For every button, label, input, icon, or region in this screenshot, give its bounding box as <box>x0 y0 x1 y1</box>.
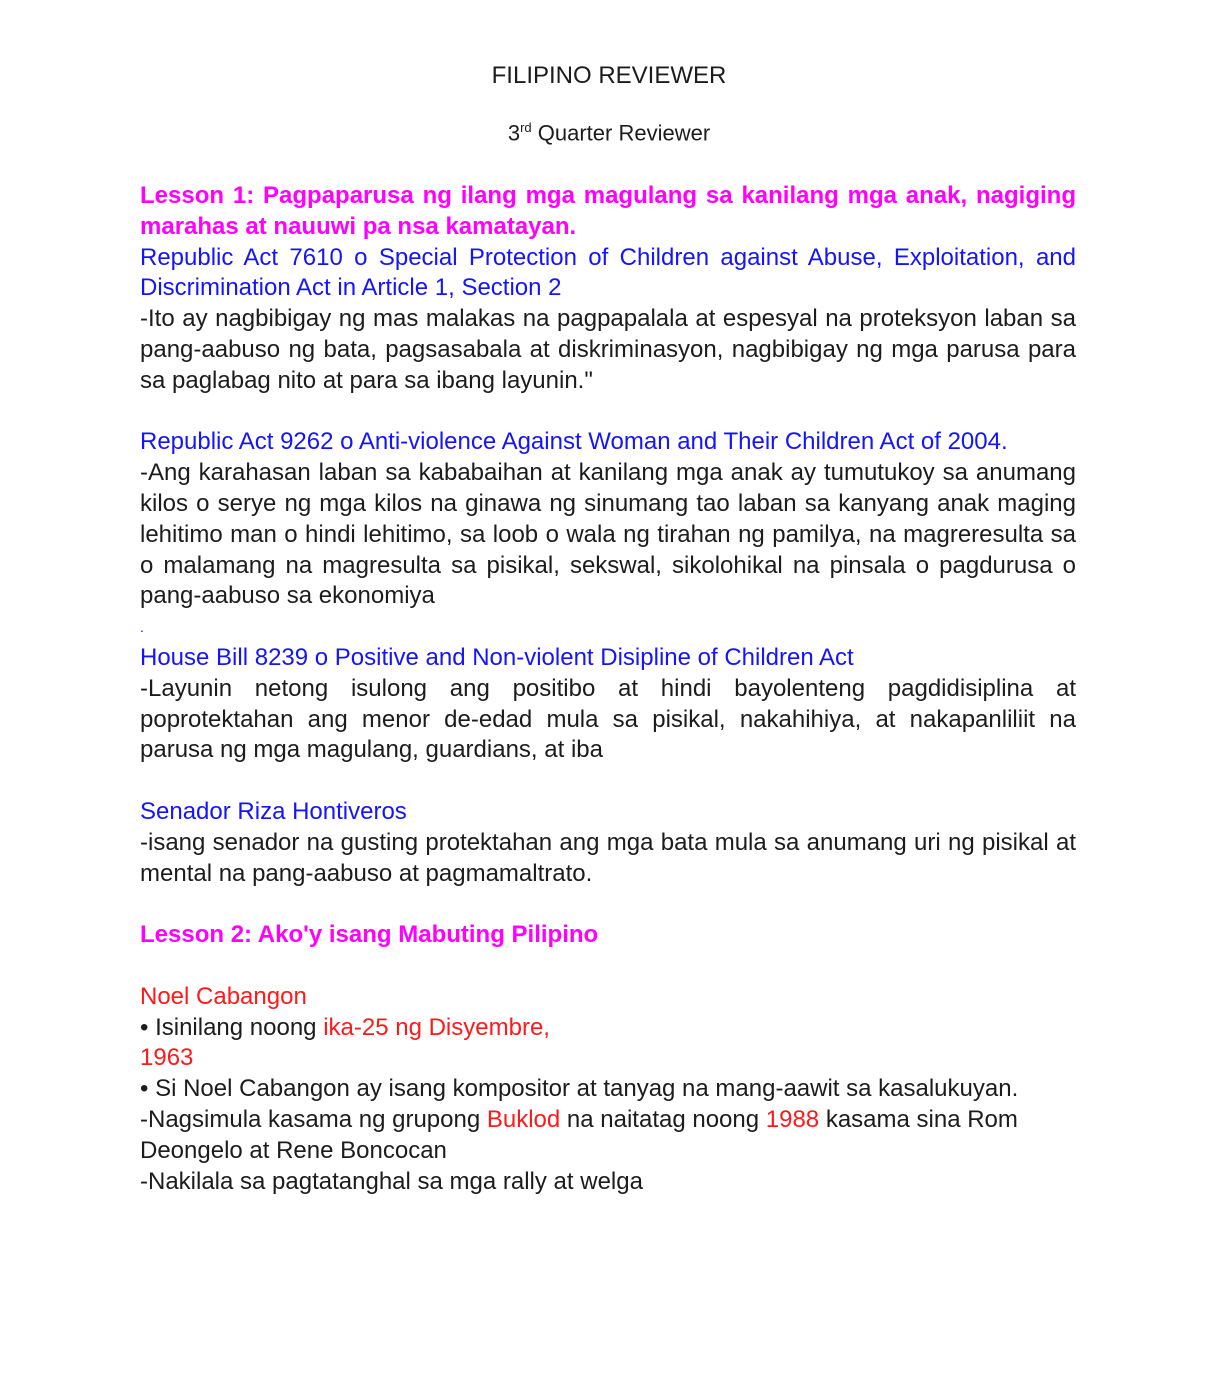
subtitle-text: Quarter Reviewer <box>531 120 711 146</box>
birth-date: ika-25 ng Disyembre, <box>323 1013 550 1041</box>
birth-year: 1963 <box>140 1044 194 1072</box>
law-description: -Ito ay nagbibigay ng mas malakas na pagpapalala at espesyal na proteksyon laban sa pang-aabuso ng bata, pagsasabala at diskriminasyon, nagbibigay ng mga parusa para sa paglabag nito at para sa ibang layunin." <box>140 305 1076 394</box>
text: kasama sina Rom <box>819 1105 1018 1133</box>
person-heading: Senador Riza Hontiveros <box>140 797 407 825</box>
lesson-1-heading: Lesson 1: Pagpaparusa ng ilang mga magulang sa kanilang mga anak, nagiging marahas at nauuwi pa nsa kamatayan. <box>140 182 1076 240</box>
text: na naitatag noong <box>560 1105 766 1133</box>
known-for-line: -Nakilala sa pagtatanghal sa mga rally at welga <box>140 1167 643 1195</box>
members-line: Deongelo at Rene Boncocan <box>140 1136 447 1164</box>
document-body <box>140 181 1076 1197</box>
law-heading: Republic Act 7610 o Special Protection of Children against Abuse, Exploitation, and Discrimination Act in Article 1, Section 2 <box>140 243 1076 302</box>
subtitle-number: 3 <box>507 120 521 146</box>
document-subtitle <box>0 120 1218 146</box>
person-name: Noel Cabangon <box>140 982 307 1010</box>
law-description: -Ang karahasan laban sa kababaihan at kanilang mga anak ay tumutukoy sa anumang kilos o serye ng mga kilos na ginawa ng sinumang tao laban sa kanyang anak maging lehitimo man o hindi lehitimo, sa loob o wala ng tirahan ng pamilya, na magreresulta sa o malamang na magresulta sa pisikal, sekswal, sikolohikal na pinsala o pagdurusa o pang-aabuso sa ekonomiya <box>140 459 1076 610</box>
stray-period: . <box>140 619 144 636</box>
law-heading: House Bill 8239 o Positive and Non-violent Disipline of Children Act <box>140 643 854 671</box>
subtitle-ordinal: rd <box>520 120 532 135</box>
law-description: -Layunin netong isulong ang positibo at hindi bayolenteng pagdidisiplina at poprotektahan ang menor de-edad mula sa pisikal, nakahihiya, at nakapanliliit na parusa ng mga magulang, guardians, at iba <box>140 674 1076 764</box>
document-title: FILIPINO REVIEWER <box>491 62 727 89</box>
person-description: -isang senador na gusting protektahan ang mga bata mula sa anumang uri ng pisikal at mental na pang-aabuso at pagmamaltrato. <box>140 828 1076 887</box>
bio-line: • Si Noel Cabangon ay isang kompositor at tanyag na mang-aawit sa kasalukuyan. <box>140 1075 1019 1103</box>
group-year: 1988 <box>765 1105 820 1133</box>
group-line <box>140 1105 1076 1136</box>
birth-label: • Isinilang noong <box>140 1013 324 1041</box>
law-heading: Republic Act 9262 o Anti-violence Against Woman and Their Children Act of 2004. <box>140 428 1008 456</box>
birth-line <box>140 1013 1076 1044</box>
group-name: Buklod <box>486 1105 561 1133</box>
lesson-2-heading: Lesson 2: Ako'y isang Mabuting Pilipino <box>140 921 599 949</box>
text: -Nagsimula kasama ng grupong <box>140 1105 487 1133</box>
